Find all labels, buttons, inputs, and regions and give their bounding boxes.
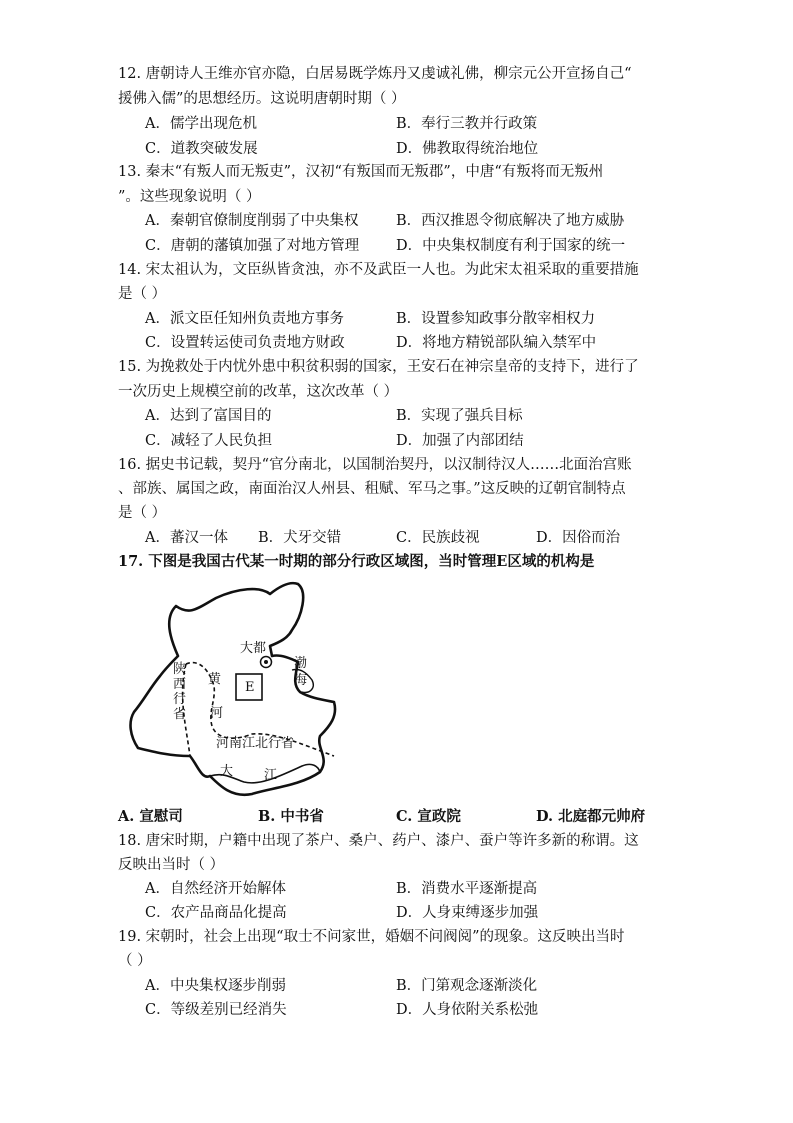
q13-stem-line2: ”。这些现象说明（ ） xyxy=(118,189,261,205)
q17-option-c: C. 宣政院 xyxy=(396,808,461,825)
q16-stem-line1: 16. 据史书记载，契丹“官分南北，以国制治契丹，以汉制待汉人……北面治宫账 xyxy=(118,457,632,473)
q12-option-b: B．奉行三教并行政策 xyxy=(396,116,538,132)
q16-option-c: C．民族歧视 xyxy=(396,530,480,546)
q12-option-c: C．道教突破发展 xyxy=(145,141,258,157)
map-label-huang: 黄 xyxy=(208,672,222,687)
q19-stem-line2: （ ） xyxy=(118,953,152,969)
map-label-jiang: 江 xyxy=(264,768,278,783)
q13-option-d: D．中央集权制度有利于国家的统一 xyxy=(396,238,626,254)
q12-stem-line1: 12. 唐朝诗人王维亦官亦隐，白居易既学炼丹又虔诚礼佛，柳宗元公开宣扬自己“ xyxy=(118,66,632,82)
map-label-bo: 渤 xyxy=(294,656,308,671)
q19-option-b: B．门第观念逐渐淡化 xyxy=(396,978,538,994)
q15-stem-line1: 15. 为挽救处于内忧外患中积贫积弱的国家，王安石在神宗皇帝的支持下，进行了 xyxy=(118,359,639,375)
q14-stem-line2: 是（ ） xyxy=(118,286,167,302)
q14-option-a: A．派文臣任知州负责地方事务 xyxy=(145,311,344,327)
q18-option-a: A．自然经济开始解体 xyxy=(145,881,286,897)
q19-option-a: A．中央集权逐步削弱 xyxy=(145,978,286,994)
map-label-shaanxi: 陕西行省 xyxy=(173,662,187,722)
map-label-da: 大 xyxy=(220,764,234,779)
q16-option-a: A．蕃汉一体 xyxy=(145,530,228,546)
q19-option-d: D．人身依附关系松弛 xyxy=(396,1002,539,1018)
q14-option-b: B．设置参知政事分散宰相权力 xyxy=(396,311,596,327)
q19-stem-line1: 19. 宋朝时，社会上出现“取士不问家世，婚姻不问阀阅”的现象。这反映出当时 xyxy=(118,929,625,945)
q13-option-c: C．唐朝的藩镇加强了对地方管理 xyxy=(145,238,360,254)
q12-option-a: A．儒学出现危机 xyxy=(145,116,257,132)
map-label-dadu: 大都 xyxy=(240,641,267,656)
q14-option-d: D．将地方精锐部队编入禁军中 xyxy=(396,335,597,351)
q14-stem-line1: 14. 宋太祖认为，文臣纵皆贪浊，亦不及武臣一人也。为此宋太祖采取的重要措施 xyxy=(118,262,639,278)
q17-stem-line1: 17. 下图是我国古代某一时期的部分行政区域图，当时管理E区域的机构是 xyxy=(118,553,595,570)
q16-stem-line2: 、部族、属国之政，南面治汉人州县、租赋、军马之事。”这反映的辽朝官制特点 xyxy=(118,481,626,497)
q17-option-d: D. 北庭都元帅府 xyxy=(536,808,646,825)
q12-stem-line2: 援佛入儒”的思想经历。这说明唐朝时期（ ） xyxy=(118,91,406,107)
q18-option-c: C．农产品商品化提高 xyxy=(145,905,287,921)
q17-option-b: B. 中书省 xyxy=(258,808,324,825)
q14-option-c: C．设置转运使司负责地方财政 xyxy=(145,335,345,351)
q13-option-a: A．秦朝官僚制度削弱了中央集权 xyxy=(145,213,359,229)
q15-option-a: A．达到了富国目的 xyxy=(145,408,272,424)
q18-stem-line1: 18. 唐宋时期，户籍中出现了茶户、桑户、药户、漆户、蚕户等许多新的称谓。这 xyxy=(118,833,639,849)
q15-option-c: C．减轻了人民负担 xyxy=(145,433,273,449)
q18-option-b: B．消费水平逐渐提高 xyxy=(396,881,538,897)
q18-stem-line2: 反映出当时（ ） xyxy=(118,857,225,873)
q16-option-d: D．因俗而治 xyxy=(536,530,621,546)
q16-option-b: B．犬牙交错 xyxy=(258,530,342,546)
q13-option-b: B．西汉推恩令彻底解决了地方威胁 xyxy=(396,213,625,229)
q15-option-d: D．加强了内部团结 xyxy=(396,433,524,449)
map-label-e: E xyxy=(245,680,255,695)
q19-option-c: C．等级差别已经消失 xyxy=(145,1002,287,1018)
q18-option-d: D．人身束缚逐步加强 xyxy=(396,905,539,921)
q17-option-a: A. 宣慰司 xyxy=(118,808,183,825)
q15-stem-line2: 一次历史上规模空前的改革，这次改革（ ） xyxy=(118,384,399,400)
q13-stem-line1: 13. 秦末“有叛人而无叛吏”，汉初“有叛国而无叛郡”，中唐“有叛将而无叛州 xyxy=(118,164,604,180)
map-label-he: 河 xyxy=(210,706,224,721)
map-label-henan: 河南江北行省 xyxy=(216,736,295,751)
map-drawing xyxy=(120,576,360,802)
q12-option-d: D．佛教取得统治地位 xyxy=(396,141,539,157)
q15-option-b: B．实现了强兵目标 xyxy=(396,408,523,424)
map-label-hai: 海 xyxy=(294,673,308,688)
administrative-map xyxy=(120,576,360,802)
q16-stem-line3: 是（ ） xyxy=(118,505,167,521)
